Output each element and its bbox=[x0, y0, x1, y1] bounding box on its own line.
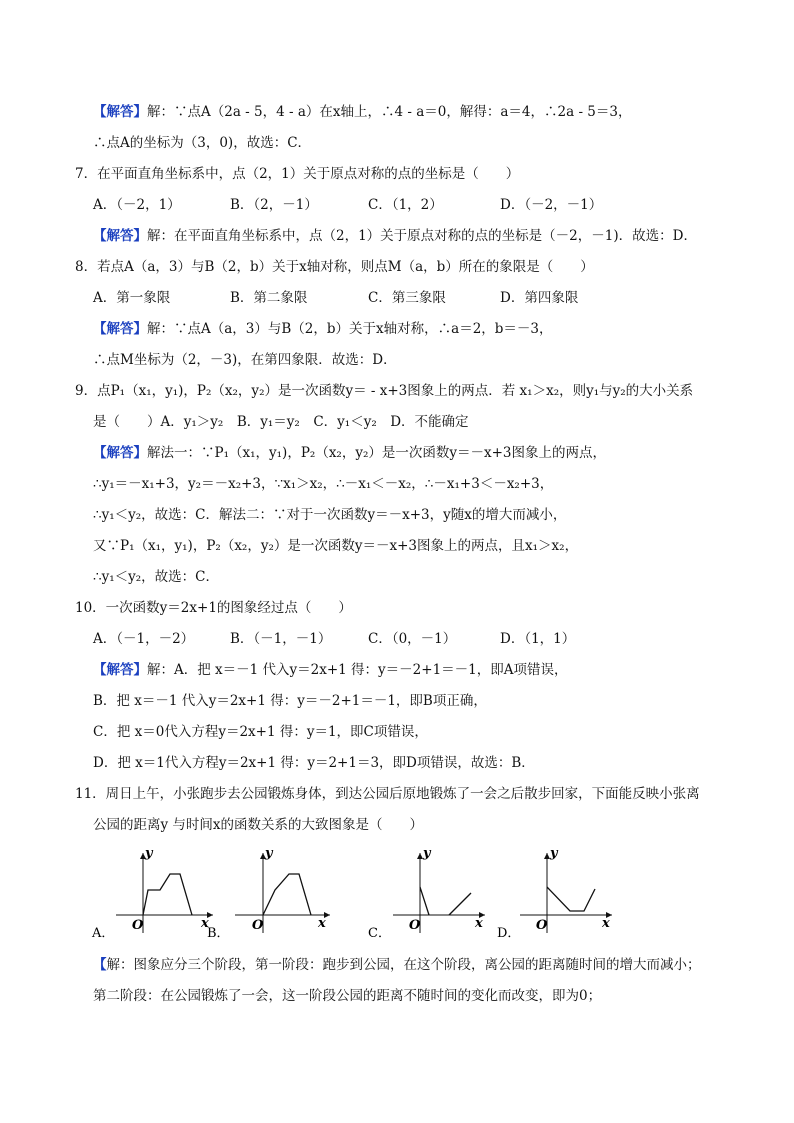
graph-a bbox=[88, 845, 223, 940]
answer-line: B．把 x＝－1 代入y＝2x+1 得：y＝－2+1＝－1，即B项正确， bbox=[93, 693, 487, 709]
answer-text: 解：图象应分三个阶段，第一阶段：跑步到公园，在这个阶段，离公园的距离随时间的增大而减小； bbox=[106, 957, 701, 973]
question-9: 9．点P₁（x₁，y₁)，P₂（x₂，y₂）是一次函数y＝ - x+3图象上的两点．若 x₁＞x₂，则y₁与y₂的大小关系 bbox=[75, 383, 694, 399]
q7-option-c: C．（1，2） bbox=[368, 197, 443, 213]
answer-line bbox=[93, 319, 553, 339]
graph-origin-label: O bbox=[536, 918, 548, 933]
graph-x-label: x bbox=[475, 916, 483, 931]
answer-line bbox=[93, 660, 568, 680]
answer-text: 解：在平面直角坐标系中，点（2，1）关于原点对称的点的坐标是（－2，－1)．故选：D． bbox=[147, 228, 697, 244]
answer-line: C．把 x＝0代入方程y＝2x+1 得：y＝1，即C项错误， bbox=[93, 724, 428, 740]
q8-option-d: D．第四象限 bbox=[500, 290, 579, 306]
question-7: 7．在平面直角坐标系中，点（2，1）关于原点对称的点的坐标是（ ） bbox=[75, 166, 520, 182]
answer-tag: 【解答】 bbox=[93, 445, 147, 461]
answer-text: 解法一：∵P₁（x₁，y₁)，P₂（x₂，y₂）是一次函数y＝－x+3图象上的两点， bbox=[147, 445, 607, 461]
q10-option-d: D．（1，1） bbox=[500, 631, 576, 647]
q10-option-b: B．（－1，－1） bbox=[230, 631, 332, 647]
graph-c bbox=[365, 845, 495, 940]
q10-option-a: A．（－1，－2） bbox=[93, 631, 195, 647]
q10-option-c: C．（0，－1） bbox=[368, 631, 457, 647]
question-9-cont: 是（ ）A．y₁＞y₂ B．y₁＝y₂ C．y₁＜y₂ D．不能确定 bbox=[93, 414, 469, 430]
graph-origin-label: O bbox=[132, 918, 144, 933]
answer-line: ∴点A的坐标为（3，0)，故选：C． bbox=[93, 135, 312, 151]
graph-d bbox=[492, 845, 622, 940]
answer-tag: 【解答】 bbox=[93, 104, 147, 120]
q8-option-b: B．第二象限 bbox=[230, 290, 308, 306]
answer-line bbox=[93, 955, 701, 975]
answer-tag: 【 bbox=[93, 957, 107, 973]
answer-line: ∴y₁＜y₂，故选：C． bbox=[93, 569, 219, 585]
answer-line: 又∵P₁（x₁，y₁)，P₂（x₂，y₂）是一次函数y＝－x+3图象上的两点，且x₁＞x₂， bbox=[93, 538, 579, 554]
q8-option-c: C．第三象限 bbox=[368, 290, 446, 306]
question-11: 11．周日上午，小张跑步去公园锻炼身体，到达公园后原地锻炼了一会之后散步回家，下面能反映小张离 bbox=[75, 786, 700, 802]
graph-letter: D． bbox=[497, 926, 521, 940]
graph-origin-label: O bbox=[252, 918, 264, 933]
graph-letter: B． bbox=[207, 926, 230, 940]
question-10: 10．一次函数y＝2x+1的图象经过点（ ） bbox=[75, 600, 352, 616]
question-8: 8．若点A（a，3）与B（2，b）关于x轴对称，则点M（a，b）所在的象限是（ ） bbox=[75, 259, 594, 275]
answer-tag: 【解答】 bbox=[93, 662, 147, 678]
q7-option-a: A．（－2，1） bbox=[93, 197, 181, 213]
answer-tag: 【解答】 bbox=[93, 228, 147, 244]
answer-line bbox=[93, 443, 606, 463]
graph-y-label: y bbox=[550, 846, 558, 861]
answer-line bbox=[93, 102, 631, 122]
graph-y-label: y bbox=[423, 846, 431, 861]
answer-tag: 【解答】 bbox=[93, 321, 147, 337]
answer-line: ∴y₁＜y₂，故选：C．解法二：∵对于一次函数y＝－x+3，y随x的增大而减小， bbox=[93, 507, 567, 523]
answer-line: 第二阶段：在公园锻炼了一会，这一阶段公园的距离不随时间的变化而改变，即为0； bbox=[93, 988, 602, 1004]
graph-letter: A． bbox=[92, 926, 115, 940]
answer-line: ∴点M坐标为（2，－3)，在第四象限．故选：D． bbox=[93, 352, 397, 368]
answer-line bbox=[93, 226, 697, 246]
q8-option-a: A．第一象限 bbox=[93, 290, 171, 306]
q7-option-b: B．（2，－1） bbox=[230, 197, 318, 213]
answer-line: D．把 x＝1代入方程y＝2x+1 得：y＝2+1＝3，即D项错误，故选：B． bbox=[93, 755, 535, 771]
graph-y-label: y bbox=[145, 846, 153, 861]
graph-letter: C． bbox=[368, 926, 391, 940]
graph-x-label: x bbox=[201, 916, 209, 931]
graph-b bbox=[205, 845, 340, 940]
answer-line: ∴y₁＝－x₁+3，y₂＝－x₂+3，∵x₁＞x₂，∴－x₁＜－x₂，∴－x₁+3＜－x₂+3， bbox=[93, 476, 554, 492]
answer-text: 解：∵点A（a，3）与B（2，b）关于x轴对称，∴a＝2，b＝－3， bbox=[147, 321, 553, 337]
graph-x-label: x bbox=[602, 916, 610, 931]
graph-x-label: x bbox=[318, 916, 326, 931]
q7-option-d: D．（－2，－1） bbox=[500, 197, 603, 213]
question-11-cont: 公园的距离y 与时间x的函数关系的大致图象是（ ） bbox=[93, 817, 424, 833]
graph-y-label: y bbox=[265, 846, 273, 861]
graph-origin-label: O bbox=[409, 918, 421, 933]
answer-text: 解：A．把 x＝－1 代入y＝2x+1 得：y＝－2+1＝－1，即A项错误， bbox=[147, 662, 568, 678]
answer-text: 解：∵点A（2a - 5，4 - a）在x轴上，∴4 - a＝0，解得：a＝4，∴2a - 5＝3， bbox=[147, 104, 632, 120]
